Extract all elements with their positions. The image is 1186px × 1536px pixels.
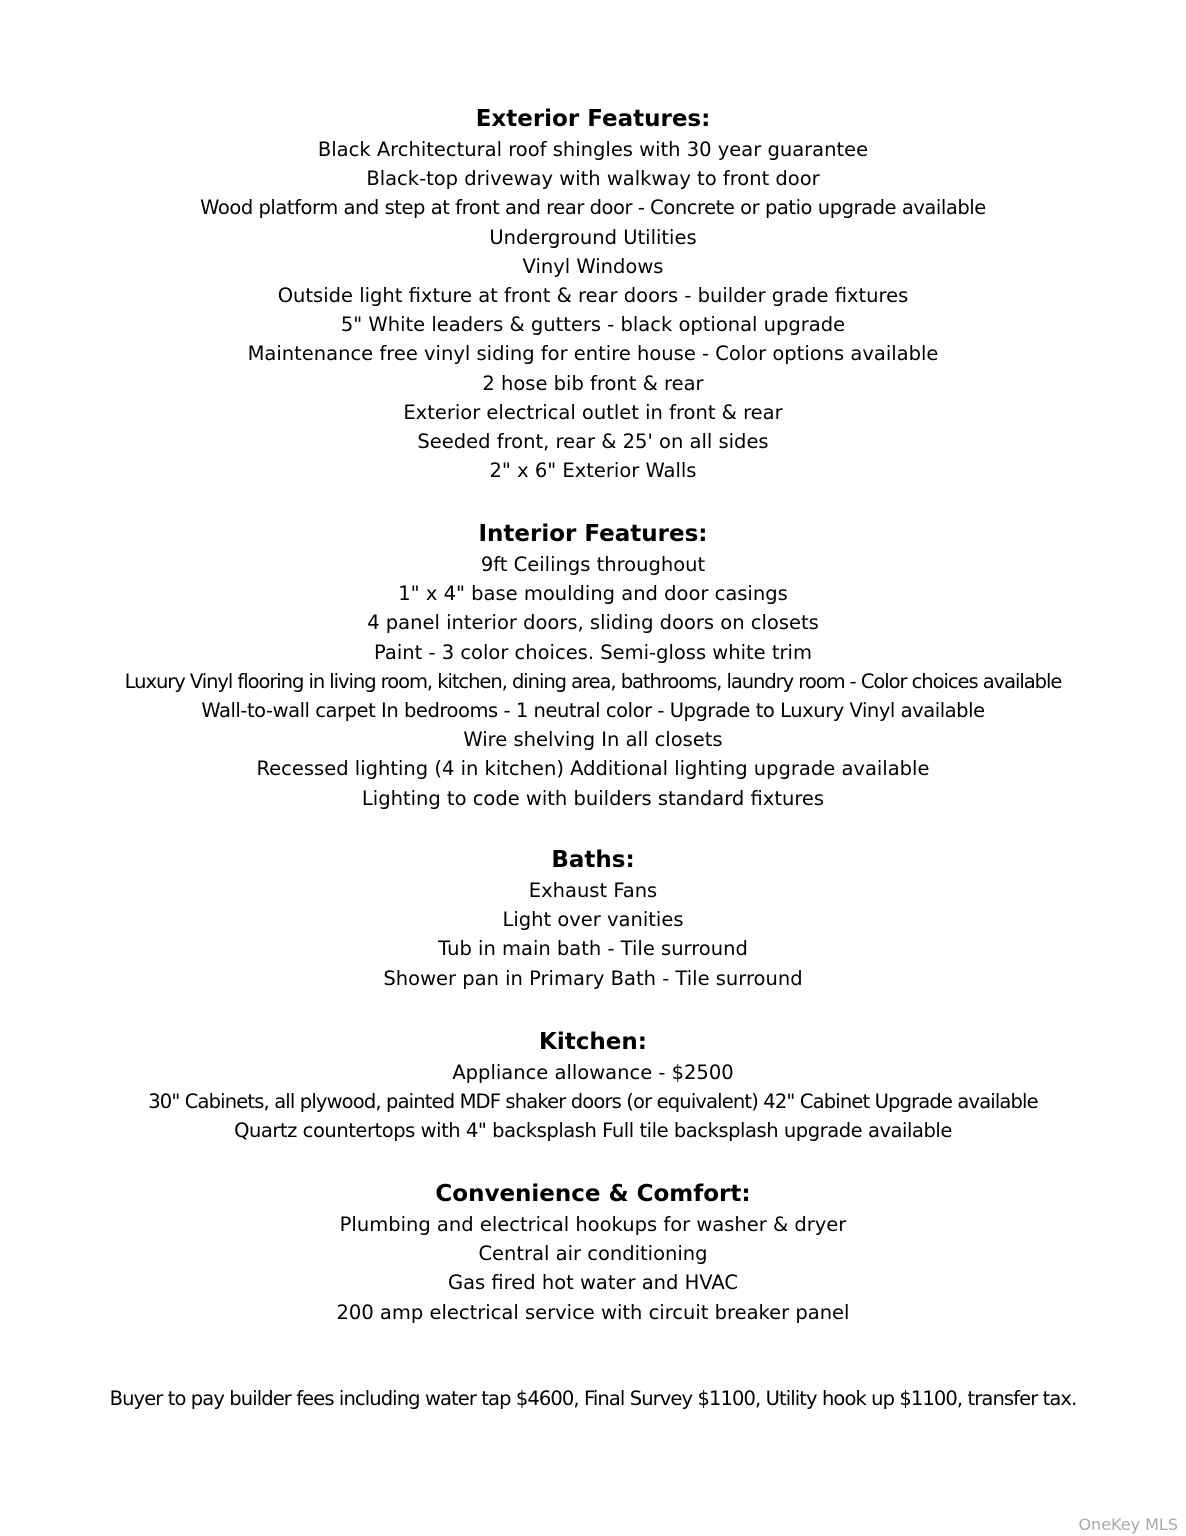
- list-item: 1" x 4" base moulding and door casings: [398, 582, 788, 606]
- section-heading: Exterior Features:: [475, 106, 711, 132]
- list-item: Lighting to code with builders standard fixtures: [361, 786, 825, 810]
- list-item: 5" White leaders & gutters - black optional upgrade: [340, 313, 846, 337]
- list-item: Shower pan in Primary Bath - Tile surround: [383, 966, 803, 990]
- section-interior-features: [0, 519, 1186, 813]
- list-item: Quartz countertops with 4" backsplash Full tile backsplash upgrade available: [234, 1119, 952, 1143]
- list-item: Vinyl Windows: [522, 254, 664, 278]
- list-item: Wood platform and step at front and rear door - Concrete or patio upgrade available: [200, 196, 986, 220]
- list-item: Wire shelving In all closets: [463, 728, 723, 752]
- section-heading: Interior Features:: [478, 521, 708, 547]
- list-item: Wall-to-wall carpet In bedrooms - 1 neutral color - Upgrade to Luxury Vinyl available: [201, 698, 985, 722]
- list-item: Paint - 3 color choices. Semi-gloss white trim: [374, 640, 812, 664]
- section-heading: Convenience & Comfort:: [435, 1181, 751, 1207]
- list-item: Tub in main bath - Tile surround: [438, 937, 748, 961]
- list-item: 200 amp electrical service with circuit breaker panel: [336, 1300, 850, 1324]
- list-item: 4 panel interior doors, sliding doors on closets: [367, 611, 819, 635]
- list-item: Underground Utilities: [489, 225, 697, 249]
- list-item: Maintenance free vinyl siding for entire house - Color options available: [247, 342, 939, 366]
- list-item: Exhaust Fans: [528, 879, 658, 902]
- section-heading: Kitchen:: [539, 1029, 647, 1055]
- onekey-mls-watermark: OneKey MLS: [1078, 1515, 1178, 1534]
- section-heading: Baths:: [551, 847, 635, 873]
- list-item: Black-top driveway with walkway to front door: [366, 167, 820, 191]
- list-item: Outside light fixture at front & rear doors - builder grade fixtures: [277, 283, 909, 307]
- list-item: Light over vanities: [502, 908, 684, 932]
- section-kitchen: [0, 1027, 1186, 1146]
- list-item: Appliance allowance - $2500: [452, 1061, 734, 1084]
- list-item: Plumbing and electrical hookups for washer & dryer: [339, 1213, 847, 1236]
- list-item: Exterior electrical outlet in front & rear: [403, 400, 783, 424]
- list-item: Luxury Vinyl flooring in living room, kitchen, dining area, bathrooms, laundry room - Color choices available: [124, 669, 1062, 693]
- builder-fees-note: Buyer to pay builder fees including water tap $4600, Final Survey $1100, Utility hook up $1100, transfer tax.: [109, 1387, 1077, 1410]
- list-item: Gas fired hot water and HVAC: [447, 1271, 738, 1295]
- list-item: 2 hose bib front & rear: [482, 371, 704, 395]
- list-item: Black Architectural roof shingles with 30 year guarantee: [317, 138, 869, 161]
- section-baths: [0, 845, 1186, 993]
- list-item: 2" x 6" Exterior Walls: [489, 459, 697, 483]
- list-item: Central air conditioning: [478, 1242, 708, 1266]
- list-item: Seeded front, rear & 25' on all sides: [417, 429, 769, 453]
- list-item: 9ft Ceilings throughout: [480, 553, 706, 576]
- list-item: 30" Cabinets, all plywood, painted MDF shaker doors (or equivalent) 42" Cabinet Upgrade available: [148, 1090, 1038, 1114]
- section-exterior-features: [0, 104, 1186, 485]
- section-convenience-comfort: [0, 1179, 1186, 1327]
- list-item: Recessed lighting (4 in kitchen) Additional lighting upgrade available: [256, 757, 930, 781]
